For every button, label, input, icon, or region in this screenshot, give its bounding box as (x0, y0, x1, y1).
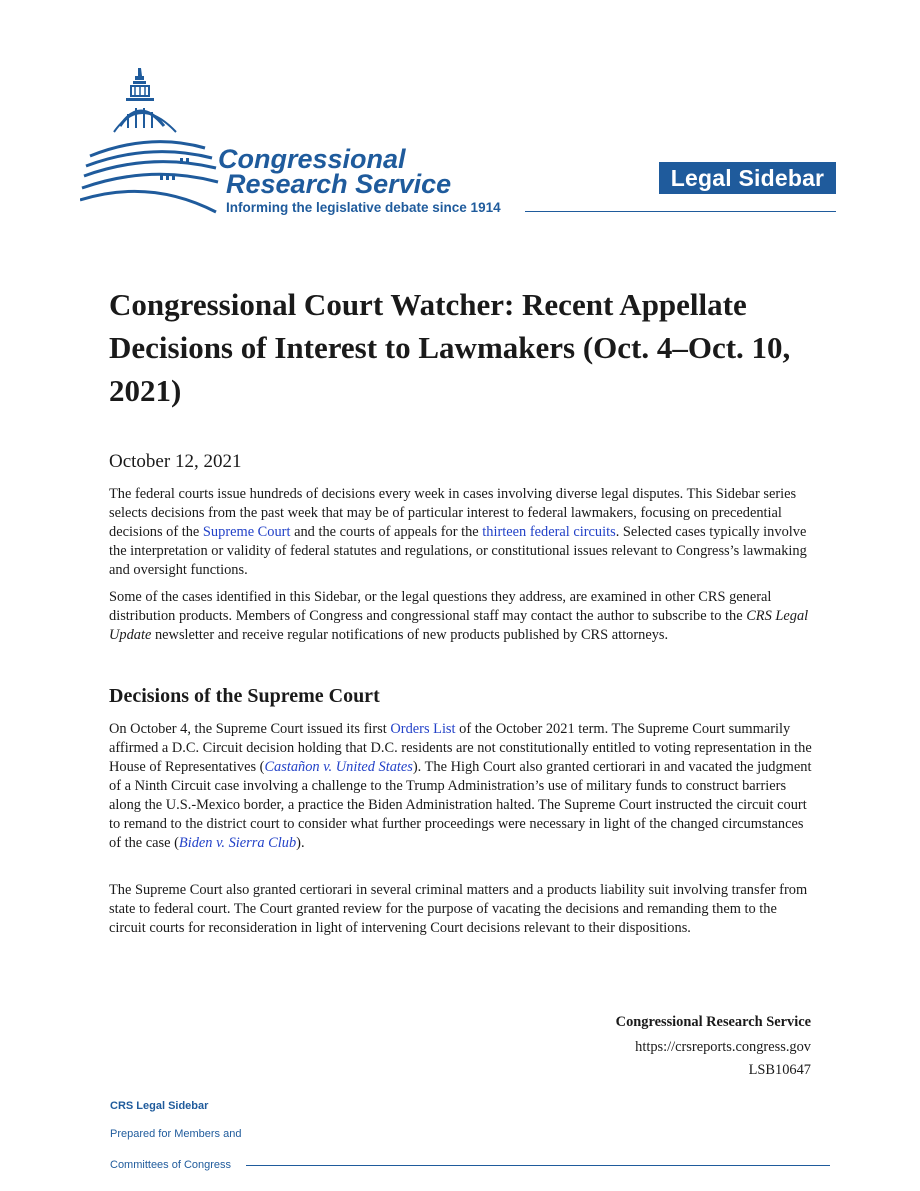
section-heading-supreme-court: Decisions of the Supreme Court (109, 685, 380, 707)
text-run: On October 4, the Supreme Court issued its first (109, 721, 391, 737)
text-run: and the courts of appeals for the (290, 524, 483, 540)
text-run: The federal courts issue hundreds of decisions every week in cases involving diverse legal disputes. This Sidebar series selects decisions from the past week that may be of particular interest to federal lawmakers, focusing on precedential decisions of the (109, 486, 797, 540)
paragraph-text: The Supreme Court also granted certiorari in several criminal matters and a products liability suit involving transfer from state to federal court. The Court granted review for the purpose of vacating the decisions and remanding them to the circuit courts for reconsideration in light of intervening Court decisions relevant to their dispositions. (109, 882, 808, 936)
footer-url: https://crsreports.congress.gov (635, 1039, 811, 1055)
orders-list-link[interactable]: Orders List (390, 721, 456, 737)
logo-tagline: Informing the legislative debate since 1914 (226, 200, 501, 215)
biden-sierra-club-case-link[interactable] (179, 835, 296, 851)
text-run: ). The High Court also granted certiorari in and vacated the judgment of a Ninth Circuit case involving a challenge to the Trump Administration’s use of military funds to construct barriers along the U.S.-Mexico border, a practice the Biden Administration halted. The Supreme Court instructed the circuit court to remand to the district court to consider what further proceedings were necessary in light of the changed circumstances of the case ( (109, 759, 812, 851)
bottom-prepared-for: Prepared for Members and (110, 1128, 242, 1140)
document-title: Congressional Court Watcher: Recent Appellate Decisions of Interest to Lawmakers (Oct. 4–Oct. 10, 2021) (109, 287, 791, 408)
text-run: newsletter and receive regular notifications of new products published by CRS attorneys. (151, 627, 669, 643)
bottom-series-label: CRS Legal Sidebar (110, 1100, 209, 1112)
newsletter-title: CRS Legal Update (109, 608, 809, 643)
federal-circuits-link[interactable]: thirteen federal circuits (482, 524, 616, 540)
intro-paragraph-1 (109, 485, 814, 580)
bottom-rule (246, 1165, 830, 1166)
bottom-committees: Committees of Congress (110, 1159, 232, 1171)
legal-sidebar-badge: Legal Sidebar (659, 162, 836, 194)
supreme-court-paragraph-2 (109, 881, 814, 938)
castanon-case-link[interactable] (264, 759, 412, 775)
case-name: Castañon v. United States (264, 759, 413, 775)
logo-wordmark-line1: Congressional (218, 144, 406, 174)
text-run: . Selected cases typically involve the interpretation or validity of federal statutes and regulations, or constitutional issues relevant to Congress’s lawmaking and oversight functions. (109, 524, 807, 578)
text-run: ). (296, 835, 305, 851)
intro-paragraph-2 (109, 588, 814, 645)
footer-report-code: LSB10647 (748, 1062, 811, 1078)
capitol-dome-logo-icon (80, 66, 220, 216)
supreme-court-link[interactable]: Supreme Court (202, 524, 291, 540)
publication-date: October 12, 2021 (109, 451, 242, 472)
tagline-rule (525, 211, 836, 212)
text-run: of the October 2021 term. The Supreme Court summarily affirmed a D.C. Circuit decision holding that D.C. residents are not constitutionally entitled to voting representation in the House of Representatives ( (109, 721, 812, 775)
supreme-court-paragraph-1 (109, 720, 814, 853)
text-run: Some of the cases identified in this Sidebar, or the legal questions they address, are examined in other CRS general distribution products. Members of Congress and congressional staff may contact the author to subscribe to the (109, 589, 772, 624)
case-name: Biden v. Sierra Club (178, 835, 297, 851)
logo-wordmark-line2: Research Service (226, 169, 452, 199)
footer-organization: Congressional Research Service (615, 1014, 811, 1030)
